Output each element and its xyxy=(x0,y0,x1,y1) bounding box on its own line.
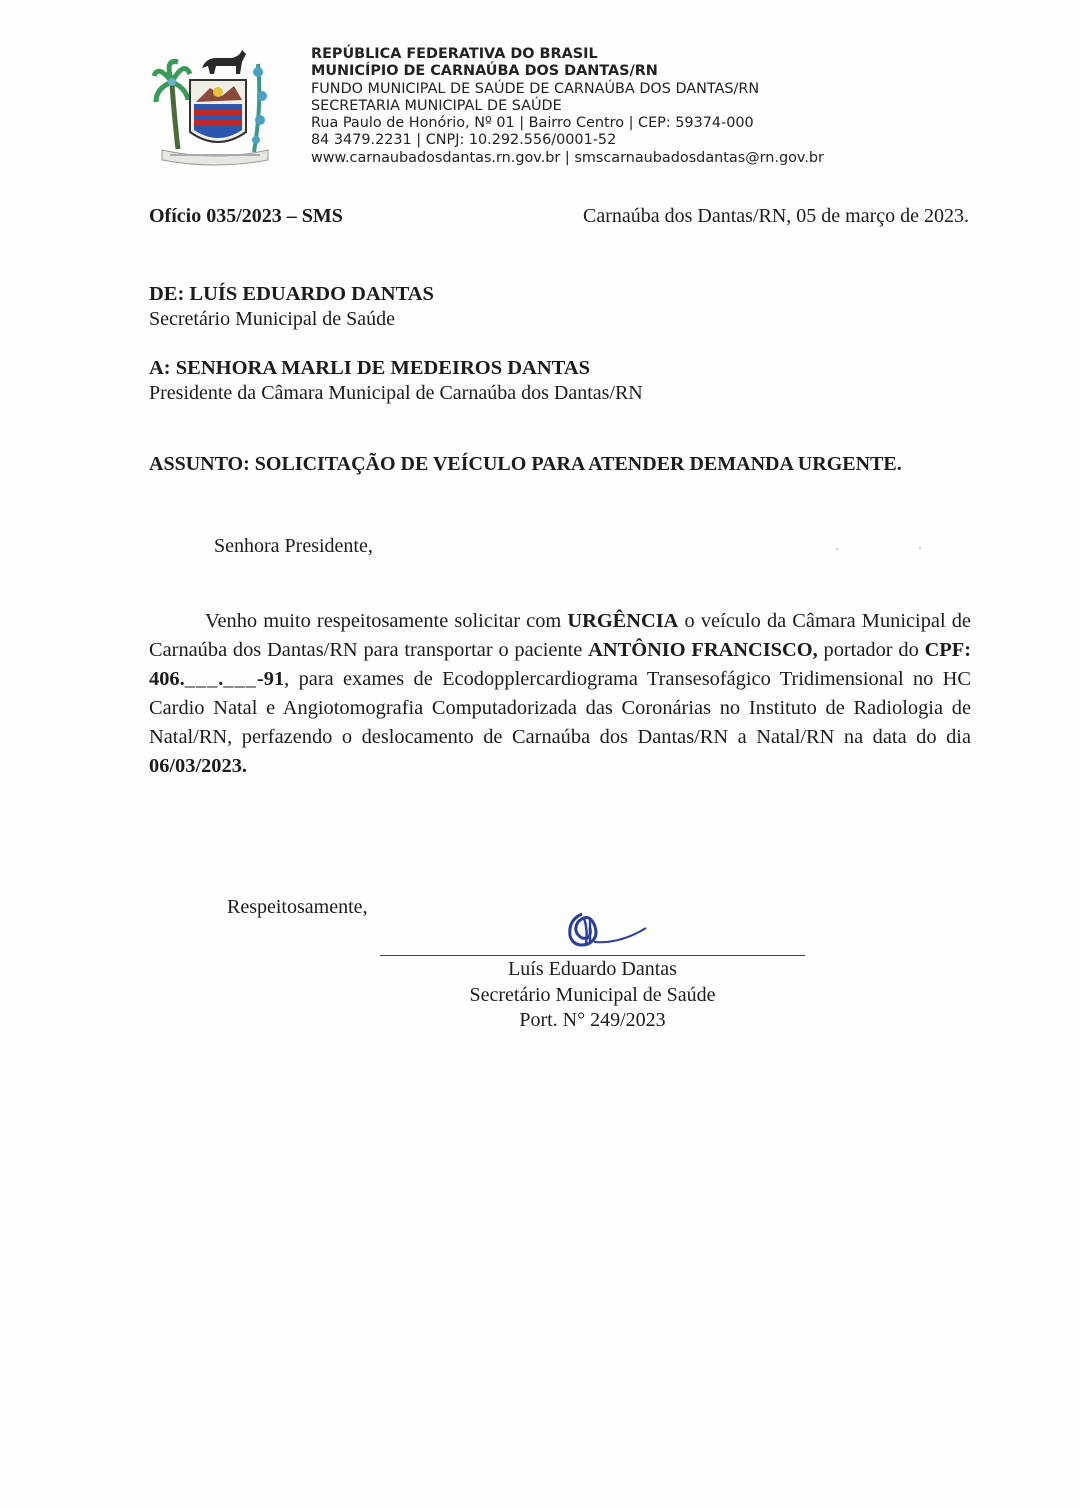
letterhead xyxy=(311,46,824,167)
body-text: Venho muito respeitosamente solicitar com xyxy=(205,610,568,632)
letter-body xyxy=(149,607,971,781)
salutation: Senhora Presidente, xyxy=(214,535,373,557)
coat-of-arms-icon xyxy=(150,44,280,169)
patient-name: ANTÔNIO FRANCISCO, xyxy=(588,639,818,661)
recipient-block xyxy=(149,356,643,406)
body-text: portador do xyxy=(817,639,925,661)
letterhead-line: Rua Paulo de Honório, Nº 01 | Bairro Centro | CEP: 59374-000 xyxy=(311,115,754,132)
letterhead-line: SECRETARIA MUNICIPAL DE SAÚDE xyxy=(311,97,562,114)
recipient-role: Presidente da Câmara Municipal de Carnaúba dos Dantas/RN xyxy=(149,382,643,404)
cpf-label: CPF: 406. xyxy=(149,639,971,690)
body-paragraph xyxy=(149,607,971,781)
subject-line: ASSUNTO: SOLICITAÇÃO DE VEÍCULO PARA ATENDER DEMANDA URGENTE. xyxy=(149,453,902,475)
cpf-redacted: ___ xyxy=(223,668,257,690)
signer-ordinance: Port. N° 249/2023 xyxy=(519,1009,666,1031)
letterhead-line: www.carnaubadosdantas.rn.gov.br | smscarnaubadosdantas@rn.gov.br xyxy=(311,149,824,166)
signer-block xyxy=(380,957,805,1034)
body-text: o veículo da Câmara Municipal de Carnaúba dos Dantas/RN para transportar o paciente xyxy=(149,610,971,661)
signature-icon xyxy=(560,904,656,954)
letterhead-line: MUNICÍPIO DE CARNAÚBA DOS DANTAS/RN xyxy=(311,63,658,80)
signer-name: Luís Eduardo Dantas xyxy=(508,958,677,980)
cpf-suffix: -91 xyxy=(256,668,285,690)
cpf-dot: . xyxy=(218,668,224,690)
sender-role: Secretário Municipal de Saúde xyxy=(149,308,396,330)
recipient-name: A: SENHORA MARLI DE MEDEIROS DANTAS xyxy=(149,357,590,379)
cpf-redacted: ___ xyxy=(184,668,219,690)
body-text: , para exames de Ecodopplercardiograma Transesofágico Tridimensional no HC Cardio Natal e Angiotomografia Computadorizada das Coronárias no Instituto de Radiologia de Natal/RN, perfazendo o deslocamento de Carnaúba dos Dantas/RN a Natal/RN na data do dia xyxy=(149,668,971,748)
scan-speck xyxy=(836,548,838,550)
sender-block xyxy=(149,282,434,332)
document-reference: Ofício 035/2023 – SMS xyxy=(149,205,343,227)
place-date: Carnaúba dos Dantas/RN, 05 de março de 2023. xyxy=(582,205,969,227)
signature-line xyxy=(380,955,805,956)
signer-role: Secretário Municipal de Saúde xyxy=(469,983,716,1006)
scan-speck xyxy=(919,547,921,549)
letterhead-line: REPÚBLICA FEDERATIVA DO BRASIL xyxy=(311,46,598,62)
sender-name: DE: LUÍS EDUARDO DANTAS xyxy=(149,283,434,305)
urgency-emphasis: URGÊNCIA xyxy=(567,610,679,632)
closing: Respeitosamente, xyxy=(227,896,368,918)
letterhead-line: FUNDO MUNICIPAL DE SAÚDE DE CARNAÚBA DOS DANTAS/RN xyxy=(311,80,760,97)
letterhead-line: 84 3479.2231 | CNPJ: 10.292.556/0001-52 xyxy=(311,132,617,149)
travel-date: 06/03/2023. xyxy=(149,755,247,777)
